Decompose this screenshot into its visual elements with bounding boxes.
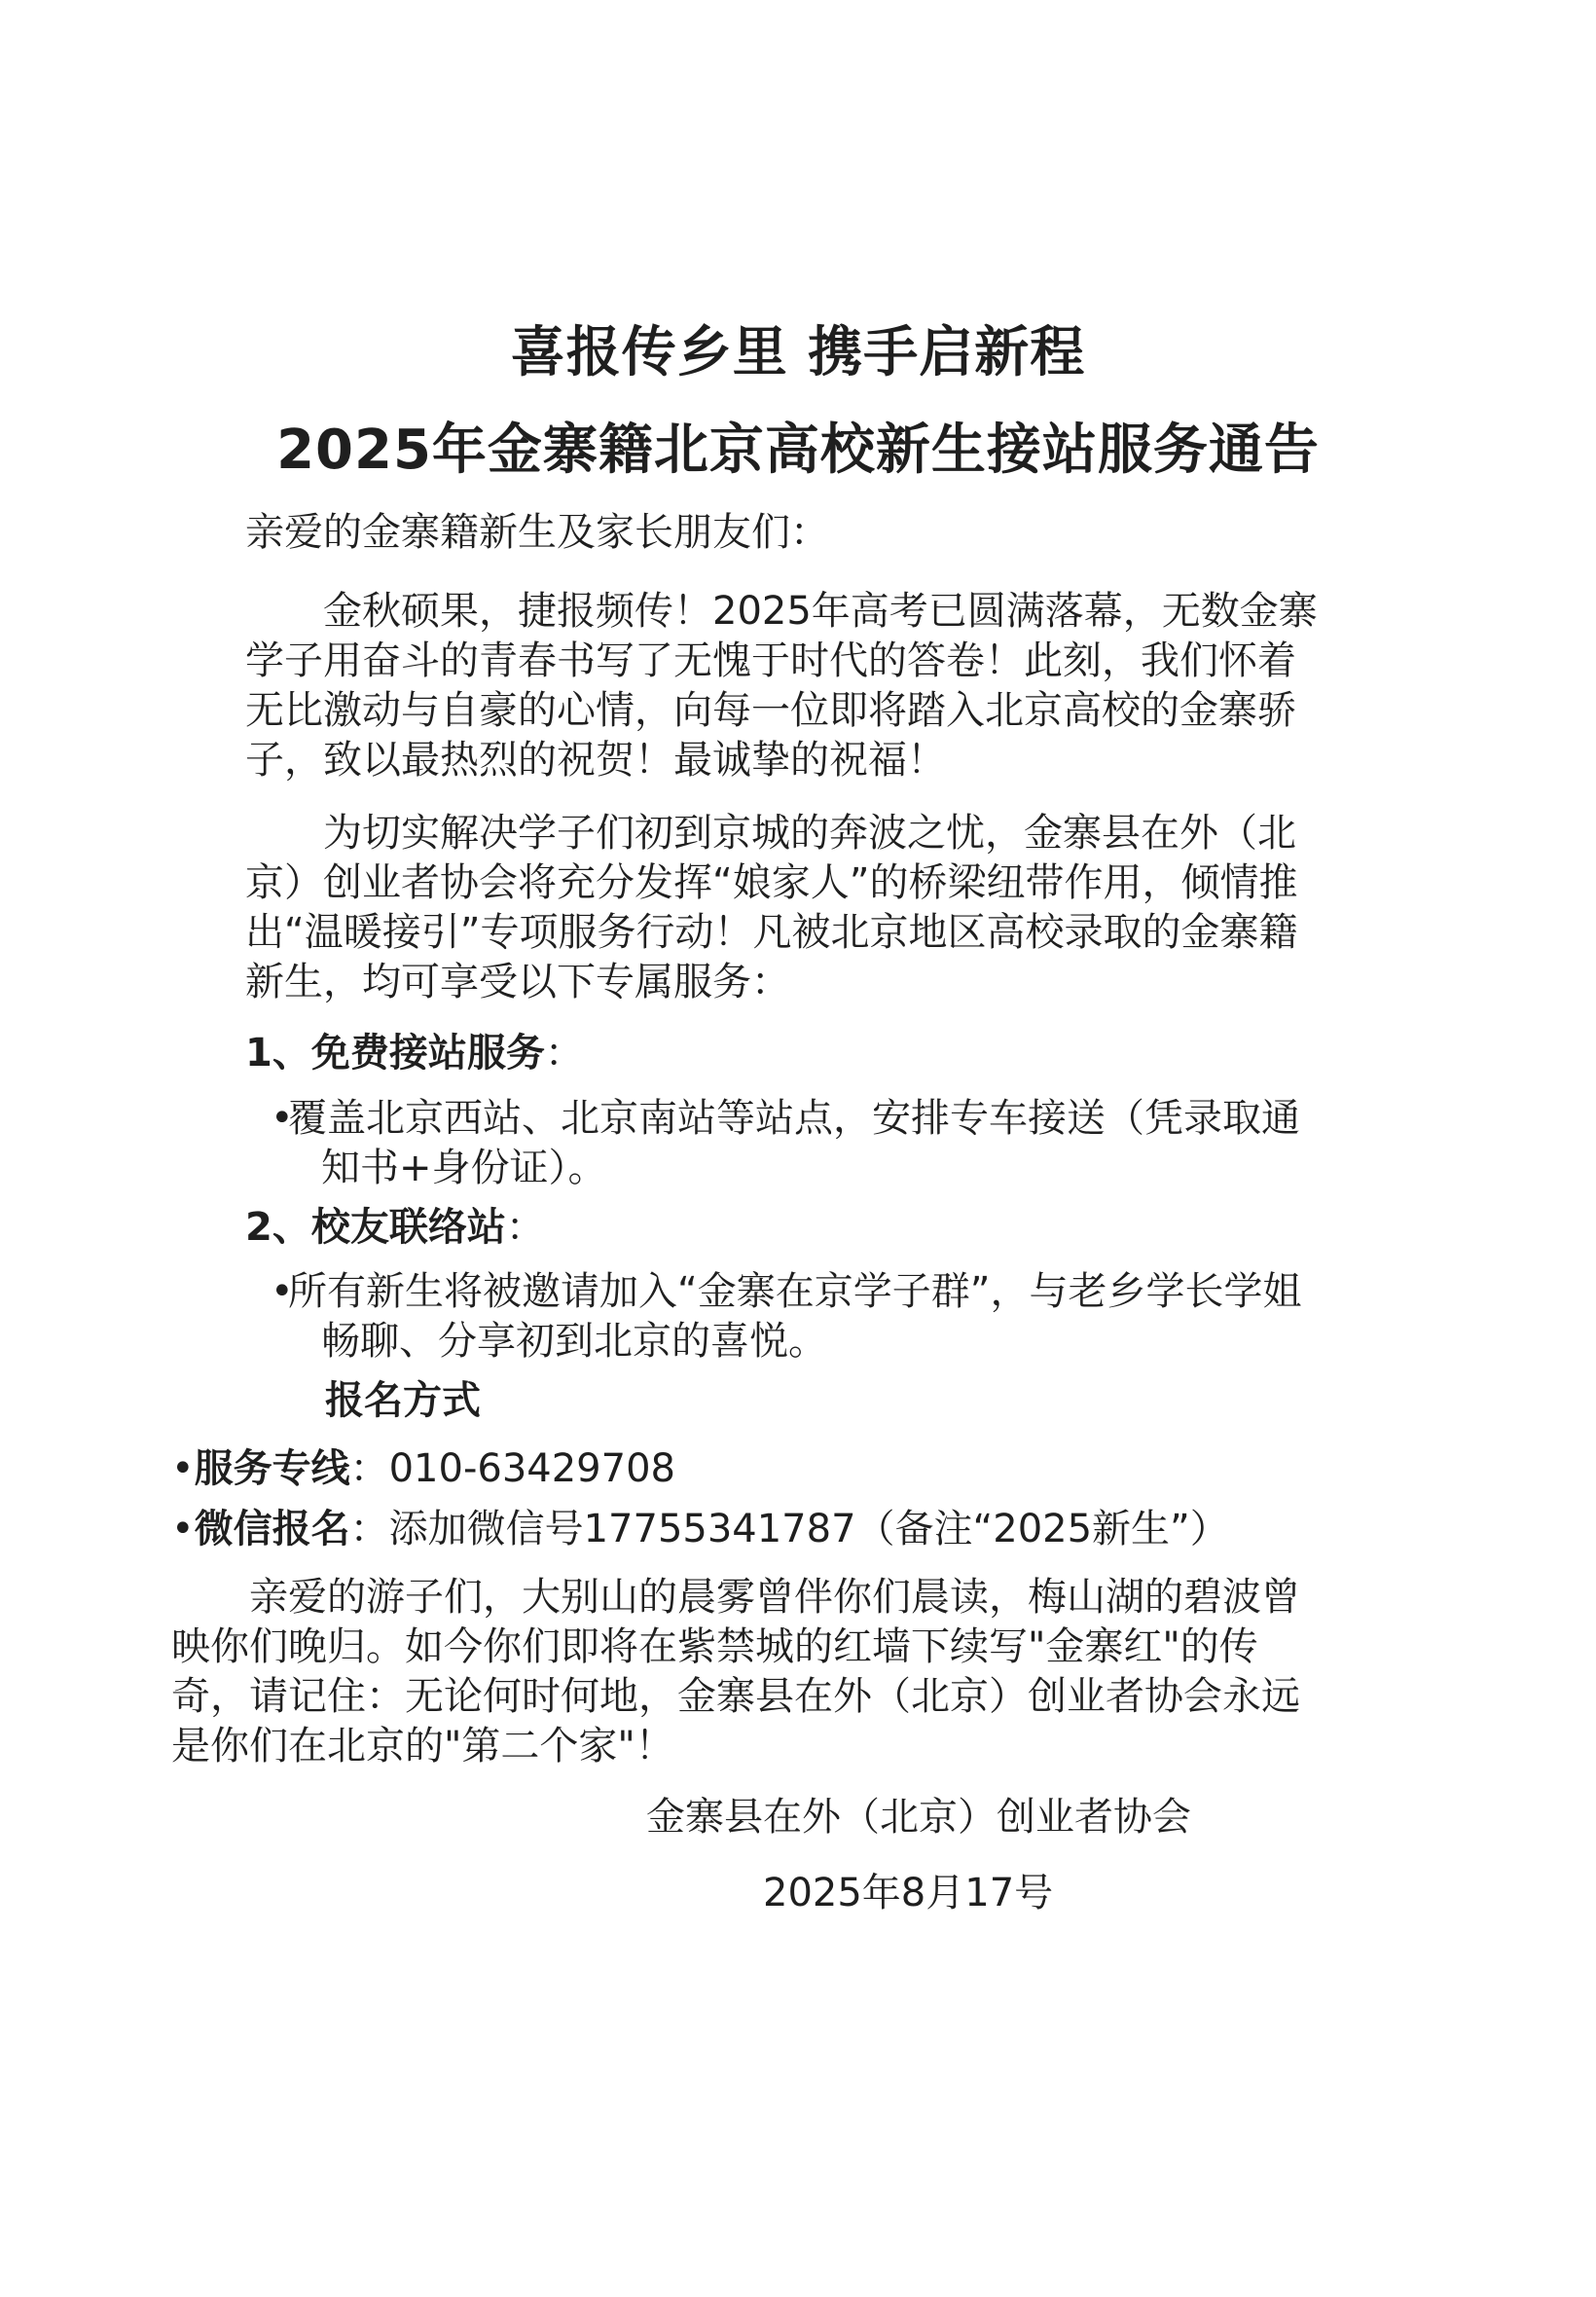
- bullet-icon: •: [171, 1507, 195, 1551]
- bullet-line: 畅聊、分享初到北京的喜悦。: [321, 1319, 827, 1364]
- paragraph-line: 学子用奋斗的青春书写了无愧于时代的答卷！此刻，我们怀着: [245, 638, 1296, 683]
- service-bullet-pickup: [271, 1094, 1300, 1193]
- service-heading-text: 1、免费接站服务: [245, 1031, 545, 1076]
- contact-label: 服务专线: [194, 1446, 350, 1491]
- bullet-icon: •: [271, 1096, 294, 1141]
- contact-value: 010-63429708: [388, 1446, 675, 1491]
- paragraph-line: 是你们在北京的"第二个家"！: [171, 1724, 674, 1768]
- paragraph-closing: [171, 1573, 1417, 1771]
- paragraph-line: 金秋硕果，捷报频传！2025年高考已圆满落幕，无数金寨: [245, 589, 1318, 634]
- signature-organization: 金寨县在外（北京）创业者协会: [646, 1795, 1191, 1840]
- service-heading-pickup: [245, 1029, 584, 1078]
- salutation: 亲爱的金寨籍新生及家长朋友们：: [245, 510, 829, 555]
- service-heading-alumni: [245, 1203, 545, 1253]
- paragraph-line: 亲爱的游子们，大别山的晨雾曾伴你们晨读，梅山湖的碧波曾: [171, 1575, 1300, 1620]
- paragraph-line: 出“温暖接引”专项服务行动！凡被北京地区高校录取的金寨籍: [245, 910, 1298, 955]
- bullet-line: 覆盖北京西站、北京南站等站点，安排专车接送（凭录取通: [288, 1096, 1300, 1141]
- bullet-line: 所有新生将被邀请加入“金寨在京学子群”，与老乡学长学姐: [288, 1269, 1302, 1314]
- service-bullet-alumni: [271, 1267, 1301, 1367]
- contact-hotline: [171, 1444, 675, 1494]
- title-line-2: 2025年金寨籍北京高校新生接站服务通告: [276, 419, 1320, 482]
- contact-label: 微信报名: [194, 1507, 350, 1551]
- bullet-icon: •: [171, 1446, 195, 1491]
- paragraph-line: 子，致以最热烈的祝贺！最诚挚的祝福！: [245, 738, 946, 783]
- paragraph-line: 映你们晚归。如今你们即将在紫禁城的红墙下续写"金寨红"的传: [171, 1624, 1258, 1669]
- paragraph-congratulations: [245, 587, 1394, 785]
- contact-colon: ：: [349, 1446, 389, 1491]
- title-line-1: 喜报传乡里 携手启新程: [510, 321, 1086, 384]
- paragraph-line: 新生，均可享受以下专属服务：: [245, 960, 790, 1004]
- bullet-line: 知书+身份证）。: [321, 1146, 607, 1190]
- registration-title: 报名方式: [325, 1378, 481, 1423]
- bullet-icon: •: [271, 1269, 294, 1314]
- contact-value: 添加微信号17755341787（备注“2025新生”）: [388, 1507, 1229, 1551]
- paragraph-line: 无比激动与自豪的心情，向每一位即将踏入北京高校的金寨骄: [245, 688, 1296, 733]
- service-heading-colon: ：: [505, 1205, 545, 1250]
- service-heading-colon: ：: [544, 1031, 584, 1076]
- contact-wechat: [171, 1505, 1229, 1554]
- paragraph-line: 为切实解决学子们初到京城的奔波之忧，金寨县在外（北: [245, 811, 1296, 856]
- paragraph-line: 京）创业者协会将充分发挥“娘家人”的桥梁纽带作用，倾情推: [245, 860, 1298, 905]
- service-heading-text: 2、校友联络站: [245, 1205, 506, 1250]
- paragraph-service-intro: [245, 809, 1394, 1007]
- signature-date: 2025年8月17号: [763, 1871, 1054, 1915]
- paragraph-line: 奇，请记住：无论何时何地，金寨县在外（北京）创业者协会永远: [171, 1674, 1300, 1719]
- contact-colon: ：: [349, 1507, 389, 1551]
